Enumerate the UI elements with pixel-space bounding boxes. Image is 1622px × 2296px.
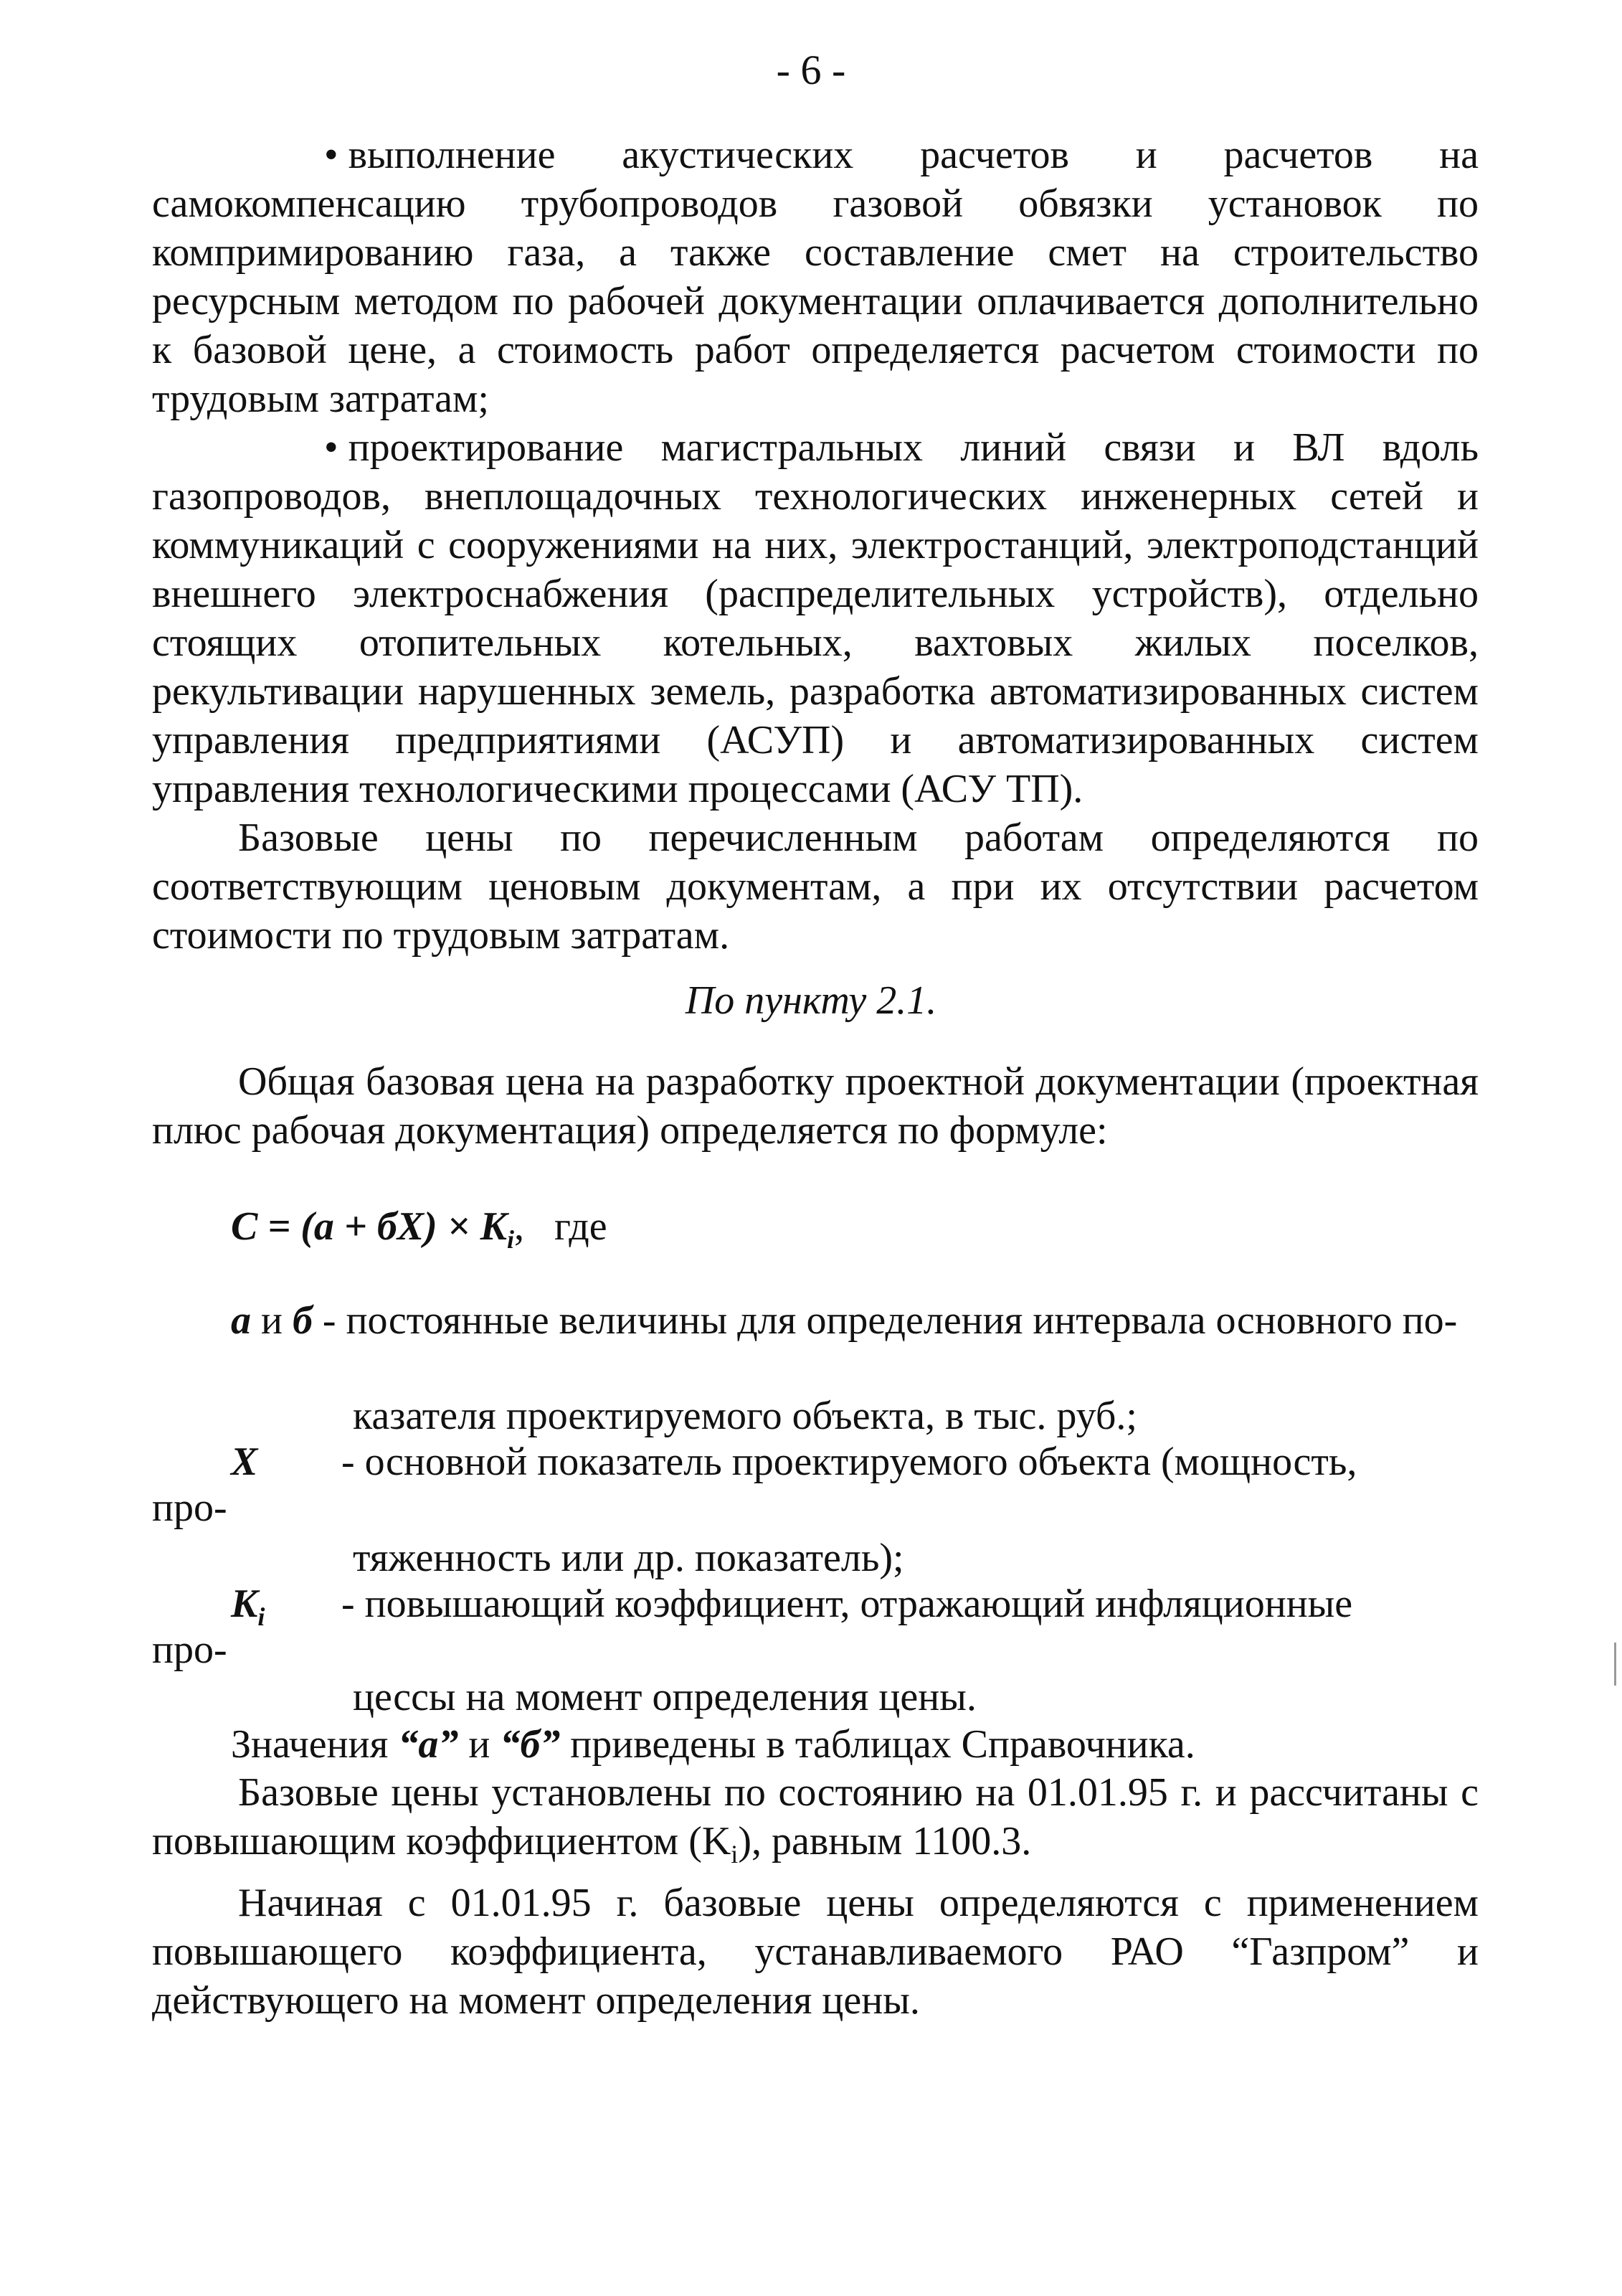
formula-subscript: i xyxy=(507,1225,515,1255)
values-note-b: “б” xyxy=(500,1722,561,1767)
symbol-a: a xyxy=(231,1298,251,1343)
symbol-k xyxy=(231,1580,265,1640)
symbol-x xyxy=(231,1438,257,1485)
def-x-line1: - основной показатель проектируемого объекта (мощность, xyxy=(341,1440,1357,1484)
symbol-k-subscript: i xyxy=(257,1602,265,1632)
values-note xyxy=(231,1721,1195,1768)
general-price-block xyxy=(152,1057,1479,1155)
set-prices-tail: ), равным 1100.3. xyxy=(738,1819,1032,1863)
symbol-k-letter: K xyxy=(231,1582,258,1626)
bullet-item-1 xyxy=(152,131,1479,423)
starting-paragraph: Начиная с 01.01.95 г. базовые цены определяются с применением повышающего коэффициента, устанавливаемого РАО “Газпром” и действующего на момент определения цены. xyxy=(152,1881,1479,2023)
formula-where: где xyxy=(554,1204,607,1249)
def-k-line1: - повышающий коэффициент, отражающий инфляционные xyxy=(341,1582,1353,1626)
formula-expression: C = (a + бX) × K xyxy=(231,1204,508,1249)
values-note-a: “а” xyxy=(398,1722,459,1767)
section-heading: По пункту 2.1. xyxy=(685,978,937,1023)
def-a-b-text: - постоянные величины для определения интервала основного по- xyxy=(312,1298,1458,1343)
values-note-post: приведены в таблицах Справочника. xyxy=(560,1722,1195,1767)
symbol-x-letter: X xyxy=(231,1440,258,1484)
values-note-pre: Значения xyxy=(231,1722,399,1767)
and-word: и xyxy=(251,1298,293,1343)
price-formula xyxy=(231,1201,607,1265)
def-x-line2: тяженность или др. показатель); xyxy=(353,1536,904,1580)
bullet-icon: • xyxy=(324,425,348,470)
scan-edge-mark xyxy=(1614,1643,1616,1686)
base-prices-paragraph: Базовые цены по перечисленным работам определяются по соответствующим ценовым документам, а при их отсутствии расчетом стоимости по трудовым затратам. xyxy=(152,816,1479,958)
set-prices-text: Базовые цены установлены по состоянию на 01.01.95 г. и рассчитаны с повышающим коэффициентом (K xyxy=(152,1770,1479,1863)
bottom-paragraphs xyxy=(152,1768,1479,2025)
body-text-top xyxy=(152,131,1479,960)
bullet-item-2 xyxy=(152,423,1479,813)
values-note-and: и xyxy=(458,1722,501,1767)
page-number: - 6 - xyxy=(776,47,846,93)
bullet-icon: • xyxy=(324,133,348,177)
symbol-b: б xyxy=(292,1298,313,1343)
bullet-item-1-text: выполнение акустических расчетов и расчетов на самокомпенсацию трубопроводов газовой обвязки установок по компримированию газа, а также составление смет на строительство ресурсным методом по рабочей документации оплачивается дополнительно к базовой цене, а стоимость работ определяется расчетом стоимости по трудовым затратам; xyxy=(152,133,1479,421)
def-x-wrap: про- xyxy=(152,1485,227,1530)
set-prices-subscript: i xyxy=(731,1840,739,1869)
def-k-line2: цессы на момент определения цены. xyxy=(353,1675,977,1719)
general-price-paragraph: Общая базовая цена на разработку проектной документации (проектная плюс рабочая документация) определяется по формуле: xyxy=(152,1059,1479,1153)
formula-comma: , xyxy=(514,1204,525,1249)
def-a-b-line1 xyxy=(231,1297,1457,1344)
def-k-wrap: про- xyxy=(152,1627,227,1672)
bullet-item-2-text: проектирование магистральных линий связи и ВЛ вдоль газопроводов, внеплощадочных технологических инженерных сетей и коммуникаций с сооружениями на них, электростанций, электроподстанций внешнего электроснабжения (распределительных устройств), отдельно стоящих отопительных котельных, вахтовых жилых поселков, рекультивации нарушенных земель, разработка автоматизированных систем управления предприятиями (АСУП) и автоматизированных систем управления технологическими процессами (АСУ ТП). xyxy=(152,425,1479,811)
def-a-b-line2: казателя проектируемого объекта, в тыс. руб.; xyxy=(353,1394,1137,1438)
set-prices-paragraph xyxy=(152,1768,1479,1879)
